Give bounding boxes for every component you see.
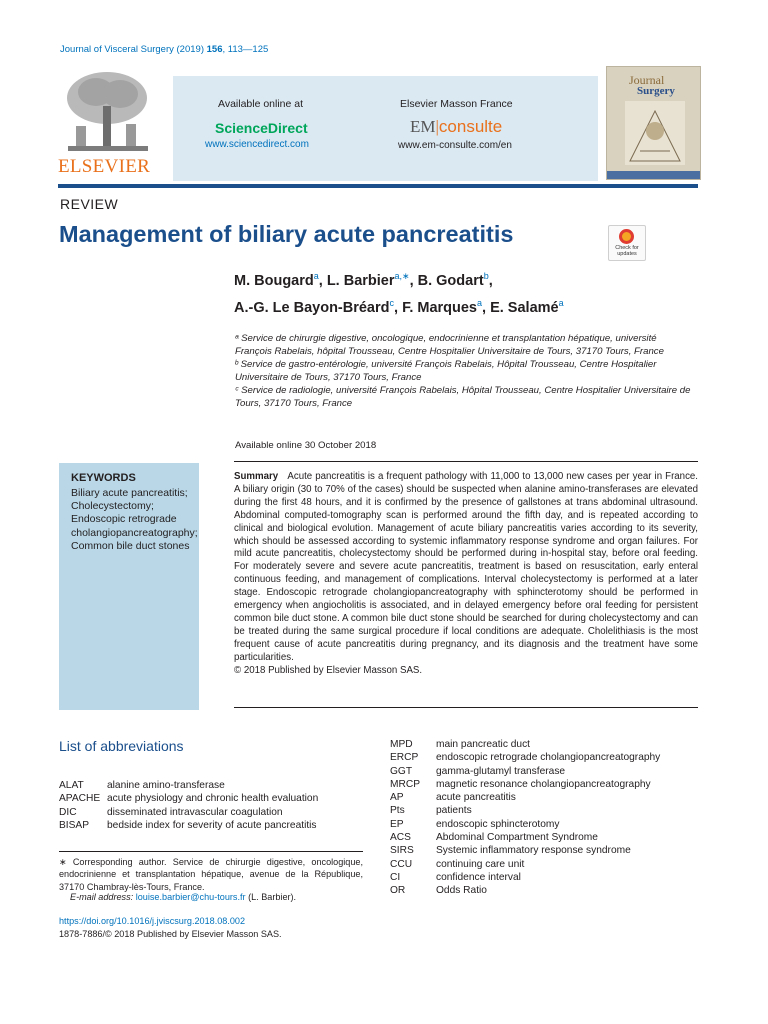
abstract-summary <box>234 471 698 678</box>
affiliation: ᶜ Service de radiologie, université François Rabelais, Hôpital Trousseau, Centre Hospitalier Universitaire de Tours, 37170 Tours, France <box>235 385 691 409</box>
check-for-updates-button[interactable]: Check for updates <box>608 225 646 261</box>
author: F. Marques <box>402 299 477 316</box>
abbreviation-row: OR Odds Ratio <box>390 885 487 897</box>
abbreviation-row: DIC disseminated intravascular coagulation <box>59 806 283 818</box>
author: A.-G. Le Bayon-Bréard <box>234 299 390 316</box>
author-sup[interactable]: a <box>477 297 483 308</box>
keywords-list <box>71 487 196 553</box>
abbreviation-row: CCU continuing care unit <box>390 858 525 870</box>
abbreviation-row: ERCP endoscopic retrograde cholangiopancreatography <box>390 752 661 764</box>
author: E. Salamé <box>490 299 559 316</box>
sciencedirect-logo[interactable]: ScienceDirect <box>215 120 308 136</box>
author-line-1: M. Bougard$^a$, L. Barbier$^{a,∗}$, B. Godart$^b$, <box>234 271 493 289</box>
abbreviation-row: MPD main pancreatic duct <box>390 739 531 750</box>
article-title: Management of biliary acute pancreatitis <box>59 221 514 247</box>
abbreviation-row: SIRS Systemic inflammatory response syndrome <box>390 845 631 857</box>
footnote-rule <box>59 851 363 852</box>
sciencedirect-link[interactable]: www.sciencedirect.com <box>205 139 309 150</box>
author: B. Godart <box>417 272 484 289</box>
journal-reference[interactable]: Journal of Visceral Surgery (2019) 156, 113—125 <box>60 44 269 55</box>
em-france-label: Elsevier Masson France <box>400 98 513 110</box>
elsevier-wordmark: ELSEVIER <box>58 156 151 177</box>
author: M. Bougard <box>234 272 314 289</box>
author-list <box>234 265 564 319</box>
author-sup[interactable]: a <box>313 271 319 281</box>
abbreviations-right <box>390 738 660 898</box>
affiliations <box>235 332 695 410</box>
abbreviation-row: AP acute pancreatitis <box>390 792 516 804</box>
affiliation: ᵃ Service de chirurgie digestive, oncologique, endocrinienne et transplantation hépatique, université François Rabelais, hôpital Trousseau, Centre Hospitalier Universitaire de Tours, 37170 Tours, France <box>235 333 664 357</box>
abbreviation-row: ACS Abdominal Compartment Syndrome <box>390 832 598 844</box>
abbreviation-row: APACHE acute physiology and chronic health evaluation <box>59 793 319 805</box>
affiliation: ᵇ Service de gastro-entérologie, université François Rabelais, Hôpital Trousseau, Centre Hospitalier Universitaire de Tours, 37170 Tours, France <box>235 359 657 383</box>
author-sup[interactable]: c <box>389 297 394 308</box>
cover-illustration <box>625 101 685 165</box>
abbreviations-left <box>59 779 318 832</box>
abstract-bottom-rule <box>234 707 698 708</box>
author-line-2: A.-G. Le Bayon-Bréard$^c$, F. Marques$^a$, E. Salamé$^a$ <box>234 297 564 316</box>
corresponding-author-footnote: ∗ Corresponding author. Service de chirurgie digestive, oncologique, endocrinienne et transplantation hépatique, avenue de la République, 37170 Chambray-lès-Tours, France. <box>59 857 363 892</box>
author-sup[interactable]: a <box>558 297 564 308</box>
em-consulte-link[interactable]: www.em-consulte.com/en <box>398 140 512 151</box>
abbreviation-row: EP endoscopic sphincterotomy <box>390 818 560 830</box>
keyword: Biliary acute pancreatitis; <box>71 487 188 499</box>
header-rule <box>58 184 698 188</box>
issn-copyright: 1878-7886/© 2018 Published by Elsevier Masson SAS. <box>59 929 282 939</box>
email-footnote: E-mail address: louise.barbier@chu-tours.fr (L. Barbier). <box>70 892 297 902</box>
doi-link[interactable]: https://doi.org/10.1016/j.jviscsurg.2018.08.002 <box>59 916 246 926</box>
keyword: Common bile duct stones <box>71 539 190 552</box>
author-sup[interactable]: a,∗ <box>394 271 410 281</box>
abbreviation-row: CI confidence interval <box>390 871 521 883</box>
abbreviation-row: ALAT alanine amino-transferase <box>59 780 225 791</box>
keyword: Endoscopic retrograde cholangiopancreatography; <box>71 513 198 539</box>
cover-strip <box>607 171 700 179</box>
abbreviation-row: GGT gamma-glutamyl transferase <box>390 765 566 777</box>
summary-copyright: © 2018 Published by Elsevier Masson SAS. <box>234 664 423 676</box>
summary-label: Summary <box>234 471 279 482</box>
crossmark-inner-icon <box>622 232 631 241</box>
author-sup[interactable]: b <box>483 271 489 281</box>
keyword: Cholecystectomy; <box>71 500 154 513</box>
summary-text: Acute pancreatitis is a frequent pathology with 11,000 to 13,000 new cases per year in France. A biliary origin (30 to 70% of the cases) should be suspected when alanine amino-transferases are elevated during the first 48 hours, and it is confirmed by the presence of gallstones at trans abdominal ultrasound. Abdominal computed-tomography scan is performed around the fifth day, and is repeated according to clinical and biological evolution. Management of acute biliary pancreatitis varies according to its severity, which should be assessed according to systemic inflammatory response syndrome and organ failures. For mild acute pancreatitis, cholecystectomy should be performed during in-hospital stay, before oral feeding. For moderately severe and severe acute pancreatitis, treatment is based on resuscitation, early enteral continuous feeding, and management of complications. Interval cholecystectomy is performed at a later stage. Endoscopic retrograde cholangiopancreatography with sphincterotomy should be performed in emergency when angiocholitis is associated, and in delayed emergency before oral feeding for persistent common bile duct stone. A common bile duct stone should be searched for during cholecystectomy and can be treated during the same surgical procedure if local conditions are adequate. Cholelithiasis is the most frequent cause of acute pancreatitis during pregnancy, and its diagnosis and the treatment have some particularities. <box>234 471 698 663</box>
author: L. Barbier <box>326 272 395 289</box>
abbreviation-row: BISAP bedside index for severity of acute pancreatitis <box>59 819 317 831</box>
em-consulte-logo[interactable]: EM|consulte <box>410 117 503 136</box>
available-online-label: Available online at <box>218 98 304 110</box>
abbreviation-row: MRCP magnetic resonance cholangiopancreatography <box>390 778 651 790</box>
keywords-heading: KEYWORDS <box>71 472 136 484</box>
journal-cover-thumbnail[interactable]: Journal Surgery <box>606 66 701 180</box>
available-online-date: Available online 30 October 2018 <box>235 440 377 451</box>
abstract-top-rule <box>234 461 698 462</box>
abbreviation-row: Pts patients <box>390 805 472 817</box>
section-label: REVIEW <box>60 196 119 212</box>
abbreviations-heading: List of abbreviations <box>59 738 184 754</box>
email-link[interactable]: louise.barbier@chu-tours.fr <box>135 892 246 902</box>
